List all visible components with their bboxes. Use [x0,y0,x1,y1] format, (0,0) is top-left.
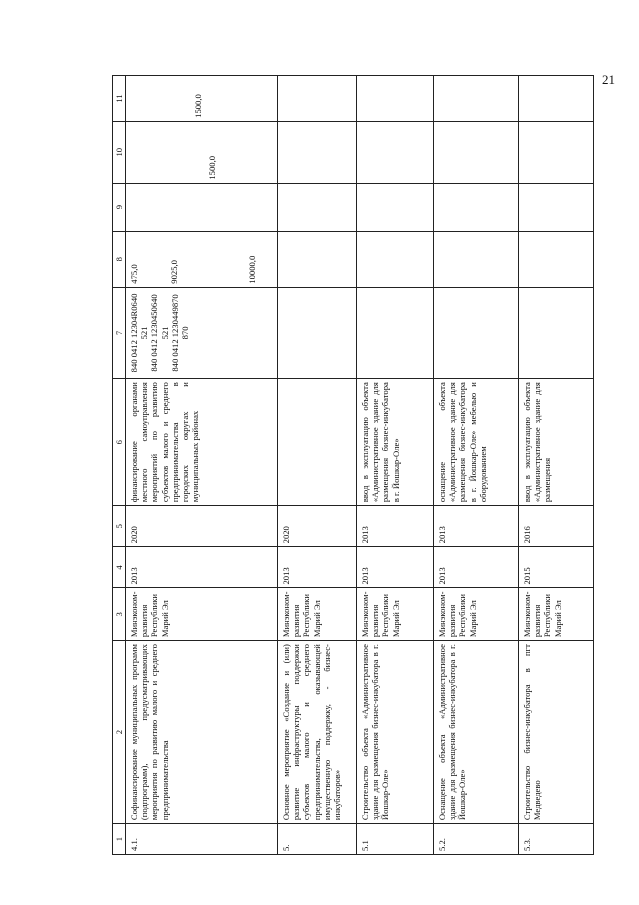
row-number: 5.2. [434,824,519,855]
budget-code-cell [278,287,357,379]
start-year: 2015 [519,547,594,588]
amount-cell [126,121,278,183]
amount: 1500,0 [193,94,204,118]
program-table [112,75,594,855]
budget-code-cell [357,287,434,379]
amount-cell [278,121,357,183]
spacer [129,79,193,118]
end-year: 2020 [278,506,357,547]
table-row [278,76,357,855]
header-cell: 9 [113,183,126,231]
amount-cell [126,231,278,287]
header-cell: 7 [113,287,126,379]
spacer [139,235,169,284]
amount: 475,0 [129,264,140,284]
header-cell: 3 [113,588,126,641]
table-row [126,76,278,855]
amount-cell [278,183,357,231]
amount: 9025,0 [169,260,180,284]
amount-cell [126,183,278,231]
end-year: 2020 [126,506,278,547]
expected-result: ввод в эксплуатацию объекта «Административное здание для размещения [519,379,594,506]
measure-name: Софинансирование муниципальных программ (подпрограмм), предусматривающих мероприятия по развитию малого и среднего предпринимательства [126,641,278,824]
amount-cell [519,183,594,231]
amount-cell [434,121,519,183]
amount-cell [278,76,357,122]
rotated-table-container [112,75,637,855]
header-row [113,76,126,855]
amount-cell [519,76,594,122]
expected-result: оснащение объекта «Административное здание для размещения бизнес-инкубатора в г. Йошкар-Оле» мебелью и оборудованием [434,379,519,506]
table-row [357,76,434,855]
end-year: 2013 [434,506,519,547]
row-number: 4.1. [126,824,278,855]
budget-code-cell [126,287,278,379]
amount-cell [519,121,594,183]
budget-code: 840 0412 1230449870 870 [169,294,190,372]
table-row [434,76,519,855]
measure-name: Основное мероприятие «Создание и (или) развитие инфраструктуры поддержки субъектов малого и среднего предпринимательства, оказывающей имущественную поддержку, - бизнес-инкубаторов» [278,641,357,824]
table-row [519,76,594,855]
executor: Минэконом-развития Республики Марий Эл [126,588,278,641]
amount-cell [357,231,434,287]
spacer [129,125,207,180]
row-number: 5.3. [519,824,594,855]
row-number: 5. [278,824,357,855]
amount-cell [357,76,434,122]
row-number: 5.1 [357,824,434,855]
expected-result: ввод в эксплуатацию объекта «Административное здание для размещения бизнес-инкубатора в г. Йошкар-Оле» [357,379,434,506]
start-year: 2013 [126,547,278,588]
header-cell: 4 [113,547,126,588]
executor: Минэконом-развития Республики Марий Эл [434,588,519,641]
executor: Минэконом-развития Республики Марий Эл [357,588,434,641]
measure-name: Строительство объекта «Административное здание для размещения бизнес-инкубатора в г. Йошкар-Оле» [357,641,434,824]
amount: 1500,0 [207,155,218,180]
budget-code-cell [434,287,519,379]
budget-code: 840 0412 1230450640 521 [149,294,170,372]
spacer [179,235,247,284]
header-cell: 1 [113,824,126,855]
end-year: 2013 [357,506,434,547]
start-year: 2013 [357,547,434,588]
expected-result [278,379,357,506]
header-cell: 2 [113,641,126,824]
budget-code: 840 0412 12304R0640 521 [129,293,150,373]
amount-cell [357,121,434,183]
amount-cell [519,231,594,287]
amount-cell [434,183,519,231]
start-year: 2013 [434,547,519,588]
header-cell: 6 [113,379,126,506]
executor: Минэконом-развития Республики Марий Эл [278,588,357,641]
start-year: 2013 [278,547,357,588]
header-cell: 8 [113,231,126,287]
page-number: 21 [602,72,615,87]
measure-name: Строительство бизнес-инкубатора в пгт Медведево [519,641,594,824]
amount-cell [434,231,519,287]
amount-cell [278,231,357,287]
header-cell: 5 [113,506,126,547]
amount-cell [357,183,434,231]
expected-result: финансирование органами местного самоуправления мероприятий по развитию субъектов малого и среднего предпринимательства в городских округах и муниципальных районах [126,379,278,506]
budget-code-cell [519,287,594,379]
amount-cell [126,76,278,122]
end-year: 2016 [519,506,594,547]
measure-name: Оснащение объекта «Административное здание для размещения бизнес-инкубатора в г. Йошкар-Оле» [434,641,519,824]
header-cell: 10 [113,121,126,183]
header-cell: 11 [113,76,126,122]
amount-cell [434,76,519,122]
amount: 10000,0 [247,255,258,284]
executor: Минэконом-развития Республики Марий Эл [519,588,594,641]
